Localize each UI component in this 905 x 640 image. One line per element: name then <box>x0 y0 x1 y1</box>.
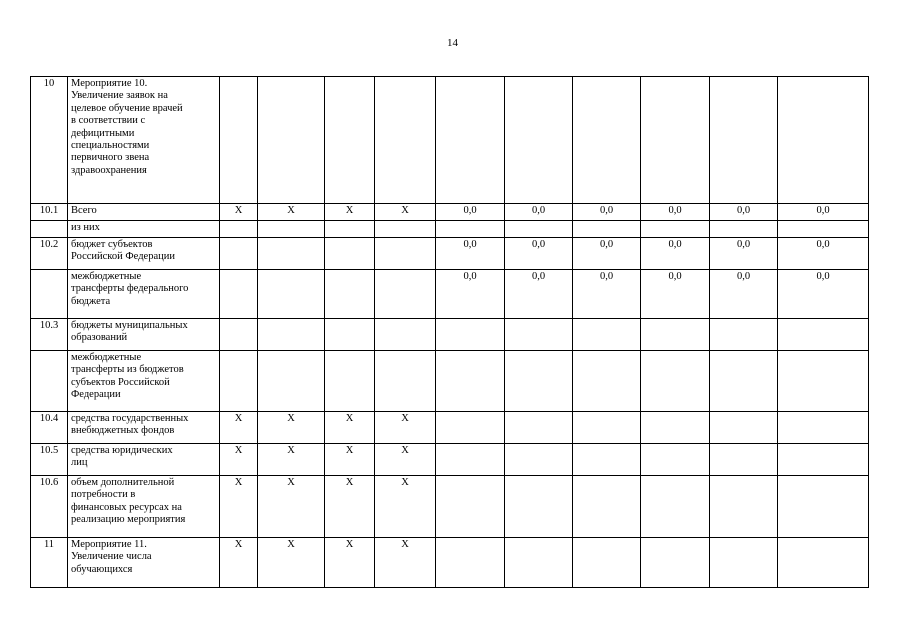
value-cell <box>573 412 641 444</box>
value-cell <box>436 444 505 476</box>
marker-cell <box>258 77 325 204</box>
value-cell <box>710 319 778 351</box>
marker-cell <box>258 351 325 412</box>
row-description <box>68 351 220 412</box>
description-line: специальностями <box>71 140 150 152</box>
table-row <box>31 538 869 588</box>
table-row <box>31 270 869 319</box>
description-line: средства юридических <box>71 445 173 456</box>
description-line: бюджета <box>71 295 111 307</box>
description-line: Увеличение заявок на <box>71 90 168 102</box>
description-line: бюджеты муниципальных <box>71 320 188 331</box>
row-description <box>68 221 220 238</box>
description-line: трансферты федерального <box>71 283 189 295</box>
value-cell: 0,0 <box>436 270 505 319</box>
value-cell <box>436 351 505 412</box>
description-line: первичного звена <box>71 152 150 164</box>
marker-cell <box>375 77 436 204</box>
value-cell <box>505 351 573 412</box>
description-line: Мероприятие 10. <box>71 78 148 89</box>
description-line: целевое обучение врачей <box>71 102 183 114</box>
marker-cell <box>375 319 436 351</box>
value-cell <box>573 351 641 412</box>
value-cell <box>436 221 505 238</box>
value-cell: 0,0 <box>710 204 778 221</box>
value-cell <box>436 319 505 351</box>
marker-cell: X <box>325 444 375 476</box>
value-cell: 0,0 <box>505 270 573 319</box>
value-cell: 0,0 <box>573 238 641 270</box>
table-row <box>31 221 869 238</box>
value-cell <box>505 319 573 351</box>
marker-cell <box>375 221 436 238</box>
marker-cell <box>325 351 375 412</box>
marker-cell <box>325 77 375 204</box>
marker-cell <box>325 238 375 270</box>
value-cell <box>573 319 641 351</box>
value-cell <box>505 538 573 588</box>
value-cell <box>778 412 869 444</box>
marker-cell <box>258 221 325 238</box>
marker-cell <box>325 221 375 238</box>
row-description <box>68 77 220 204</box>
row-description <box>68 270 220 319</box>
row-description <box>68 444 220 476</box>
marker-cell <box>375 270 436 319</box>
marker-cell: X <box>325 204 375 221</box>
value-cell <box>505 444 573 476</box>
marker-cell <box>220 319 258 351</box>
value-cell <box>778 77 869 204</box>
value-cell: 0,0 <box>710 270 778 319</box>
table-row <box>31 412 869 444</box>
value-cell: 0,0 <box>436 238 505 270</box>
description-line: Российской Федерации <box>71 251 175 263</box>
value-cell <box>710 476 778 538</box>
value-cell <box>505 476 573 538</box>
marker-cell <box>325 270 375 319</box>
value-cell: 0,0 <box>710 238 778 270</box>
value-cell <box>710 77 778 204</box>
description-line: внебюджетных фондов <box>71 425 175 437</box>
row-number <box>31 270 68 319</box>
marker-cell: X <box>220 476 258 538</box>
marker-cell <box>258 319 325 351</box>
value-cell <box>573 77 641 204</box>
page-number: 14 <box>447 37 458 49</box>
value-cell <box>436 476 505 538</box>
value-cell <box>778 351 869 412</box>
value-cell <box>436 538 505 588</box>
value-cell <box>778 444 869 476</box>
description-line: образований <box>71 332 128 344</box>
marker-cell: X <box>258 444 325 476</box>
description-line: Всего <box>71 205 97 216</box>
value-cell <box>641 351 710 412</box>
value-cell: 0,0 <box>573 204 641 221</box>
row-number: 10.1 <box>31 204 68 221</box>
row-description <box>68 412 220 444</box>
value-cell <box>641 221 710 238</box>
marker-cell: X <box>375 476 436 538</box>
value-cell <box>710 538 778 588</box>
value-cell <box>573 221 641 238</box>
description-line: дефицитными <box>71 127 135 139</box>
description-line: лиц <box>71 457 88 469</box>
value-cell <box>436 412 505 444</box>
table-body <box>31 77 869 588</box>
value-cell <box>641 77 710 204</box>
row-number <box>31 221 68 238</box>
marker-cell <box>375 238 436 270</box>
marker-cell: X <box>325 476 375 538</box>
row-number: 10.5 <box>31 444 68 476</box>
marker-cell: X <box>220 204 258 221</box>
description-line: бюджет субъектов <box>71 239 153 250</box>
marker-cell <box>220 351 258 412</box>
value-cell <box>573 444 641 476</box>
marker-cell: X <box>375 538 436 588</box>
value-cell <box>505 77 573 204</box>
value-cell <box>710 412 778 444</box>
table-row <box>31 238 869 270</box>
marker-cell <box>258 270 325 319</box>
value-cell <box>778 319 869 351</box>
description-line: здравоохранения <box>71 164 147 176</box>
value-cell <box>641 538 710 588</box>
row-description <box>68 319 220 351</box>
marker-cell: X <box>220 412 258 444</box>
row-description <box>68 238 220 270</box>
marker-cell <box>375 351 436 412</box>
description-line: Мероприятие 11. <box>71 539 147 550</box>
description-line: из них <box>71 222 100 233</box>
marker-cell: X <box>325 538 375 588</box>
row-description <box>68 204 220 221</box>
value-cell <box>778 476 869 538</box>
marker-cell: X <box>258 476 325 538</box>
table-row <box>31 444 869 476</box>
value-cell <box>641 476 710 538</box>
description-line: средства государственных <box>71 413 189 424</box>
row-description <box>68 538 220 588</box>
marker-cell <box>325 319 375 351</box>
table-row <box>31 319 869 351</box>
marker-cell <box>220 270 258 319</box>
marker-cell <box>220 221 258 238</box>
description-line: финансовых ресурсах на <box>71 501 182 513</box>
value-cell: 0,0 <box>505 204 573 221</box>
value-cell: 0,0 <box>505 238 573 270</box>
marker-cell: X <box>375 444 436 476</box>
marker-cell: X <box>375 412 436 444</box>
description-line: Увеличение числа <box>71 551 152 563</box>
value-cell: 0,0 <box>778 238 869 270</box>
marker-cell: X <box>258 204 325 221</box>
value-cell <box>641 444 710 476</box>
value-cell: 0,0 <box>641 270 710 319</box>
value-cell <box>505 412 573 444</box>
marker-cell: X <box>375 204 436 221</box>
description-line: реализацию мероприятия <box>71 514 186 526</box>
value-cell <box>778 538 869 588</box>
row-description <box>68 476 220 538</box>
marker-cell: X <box>220 538 258 588</box>
marker-cell: X <box>258 538 325 588</box>
value-cell <box>573 476 641 538</box>
table-row <box>31 351 869 412</box>
value-cell: 0,0 <box>778 270 869 319</box>
marker-cell: X <box>220 444 258 476</box>
value-cell <box>710 444 778 476</box>
value-cell: 0,0 <box>641 204 710 221</box>
value-cell <box>778 221 869 238</box>
value-cell: 0,0 <box>573 270 641 319</box>
marker-cell: X <box>325 412 375 444</box>
value-cell <box>710 221 778 238</box>
description-line: объем дополнительной <box>71 477 175 488</box>
description-line: трансферты из бюджетов <box>71 364 184 376</box>
marker-cell: X <box>258 412 325 444</box>
value-cell <box>641 319 710 351</box>
value-cell <box>505 221 573 238</box>
row-number: 10.3 <box>31 319 68 351</box>
description-line: в соответствии с <box>71 115 146 127</box>
row-number <box>31 351 68 412</box>
value-cell <box>710 351 778 412</box>
value-cell: 0,0 <box>641 238 710 270</box>
description-line: Федерации <box>71 389 121 401</box>
value-cell <box>436 77 505 204</box>
table-row <box>31 476 869 538</box>
description-line: межбюджетные <box>71 352 142 363</box>
description-line: обучающихся <box>71 563 133 575</box>
row-number: 10 <box>31 77 68 204</box>
row-number: 10.6 <box>31 476 68 538</box>
marker-cell <box>220 77 258 204</box>
row-number: 11 <box>31 538 68 588</box>
description-line: субъектов Российской <box>71 376 170 388</box>
value-cell <box>573 538 641 588</box>
value-cell: 0,0 <box>436 204 505 221</box>
value-cell <box>641 412 710 444</box>
row-number: 10.4 <box>31 412 68 444</box>
value-cell: 0,0 <box>778 204 869 221</box>
budget-table <box>30 76 869 588</box>
marker-cell <box>258 238 325 270</box>
marker-cell <box>220 238 258 270</box>
description-line: потребности в <box>71 489 136 501</box>
row-number: 10.2 <box>31 238 68 270</box>
description-line: межбюджетные <box>71 271 142 282</box>
table-row <box>31 77 869 204</box>
table-row <box>31 204 869 221</box>
